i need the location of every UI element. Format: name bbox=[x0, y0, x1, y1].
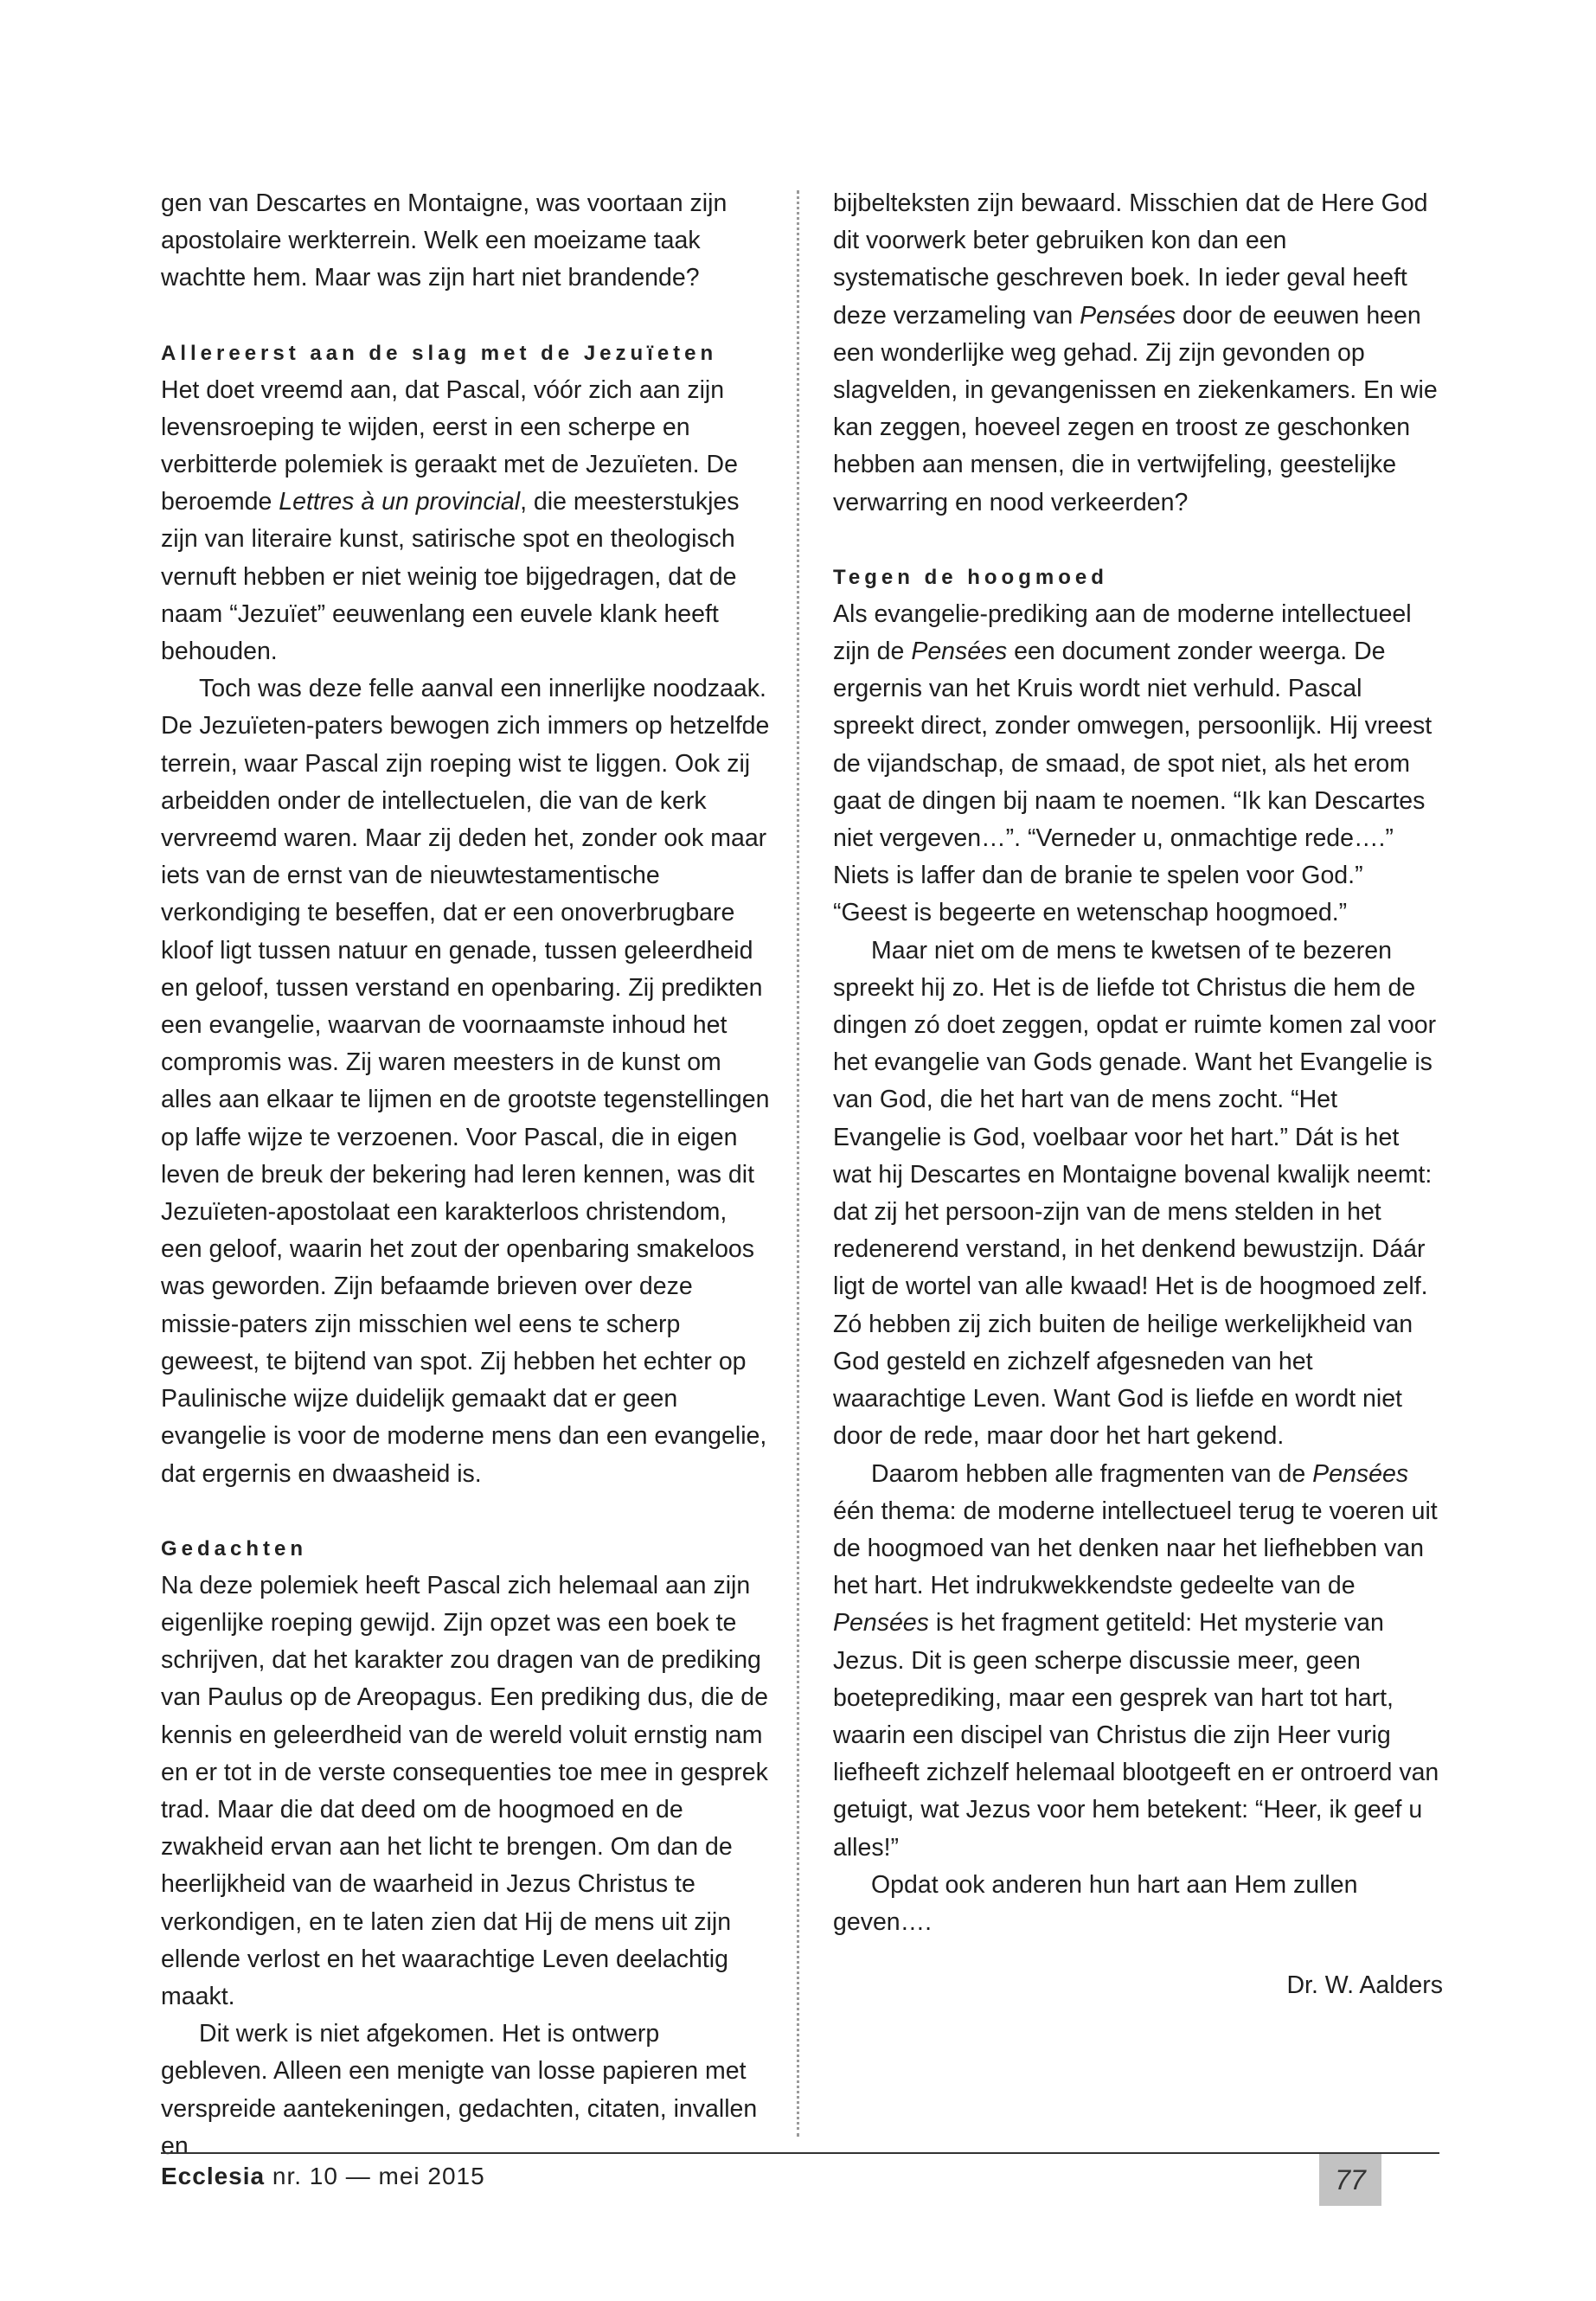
issue-info: nr. 10 — mei 2015 bbox=[272, 2163, 485, 2189]
paragraph-jezuieten-1: Het doet vreemd aan, dat Pascal, vóór zich aan zijn levensroeping te wijden, eerst in een scherpe en verbitterde polemiek is geraakt met de Jezuïeten. De beroemde Lettres à un provincial, die meesterstukjes zijn van literaire kunst, satirische spot en theologisch vernuft hebben er niet weinig toe bijgedragen, dat de naam “Jezuïet” eeuwenlang een euvele klank heeft behouden. bbox=[161, 375, 740, 666]
paragraph-hoogmoed-3: Daarom hebben alle fragmenten van de Pensées één thema: de moderne intellectueel terug te voeren uit de hoogmoed van het denken naar het liefhebben van het hart. Het indrukwekkendste gedeelte van de Pensées is het fragment getiteld: Het mysterie van Jezus. Dit is geen scherpe discussie meer, geen boeteprediking, maar een gesprek van hart tot hart, waarin een discipel van Christus die zijn Heer vurig liefheeft zichzelf helemaal blootgeeft en er ontroerd van getuigt, wat Jezus voor hem betekent: “Heer, ik geef u alles!” bbox=[833, 1459, 1439, 1862]
paragraph-gedachten-1: Na deze polemiek heeft Pascal zich helemaal aan zijn eigenlijke roeping gewijd. Zijn opzet was een boek te schrijven, dat het karakter zou dragen van de prediking van Paulus op de Areopagus. Een prediking dus, die de kennis en geleerdheid van de wereld voluit ernstig nam en er tot in de verste consequenties toe mee in gesprek trad. Maar die dat deed om de hoogmoed en de zwakheid ervan aan het licht te brengen. Om dan de heerlijkheid van de waarheid in Jezus Christus te verkondigen, en te laten zien dat Hij de mens uit zijn ellende verlost en het waarachtige Leven deelachtig maakt. bbox=[161, 1571, 768, 2010]
footer-journal bbox=[161, 2163, 485, 2190]
left-column bbox=[161, 185, 771, 2165]
footer-rule bbox=[161, 2152, 1439, 2154]
page-number: 77 bbox=[1319, 2154, 1381, 2206]
paragraph-continued: bijbelteksten zijn bewaard. Misschien dat de Here God dit voorwerk beter gebruiken kon dan een systematische geschreven boek. In ieder geval heeft deze verzameling van Pensées door de eeuwen heen een wonderlijke weg gehad. Zij zijn gevonden op slagvelden, in gevangenissen en ziekenkamers. En wie kan zeggen, hoeveel zegen en troost ze geschonken hebben aan mensen, die in vertwijfeling, geestelijke verwarring en nood verkeerden? bbox=[833, 189, 1438, 516]
paragraph-hoogmoed-4: Opdat ook anderen hun hart aan Hem zullen geven…. bbox=[833, 1870, 1358, 1936]
heading-gedachten: Gedachten bbox=[161, 1536, 308, 1561]
title-lettres: Lettres à un provincial bbox=[279, 488, 521, 516]
paragraph-jezuieten-2: Toch was deze felle aanval een innerlijke noodzaak. De Jezuïeten-paters bewogen zich immers op hetzelfde terrein, waar Pascal zijn roeping wist te liggen. Ook zij arbeidden onder de intellectuelen, die van de kerk vervreemd waren. Maar zij deden het, zonder ook maar iets van de ernst van de nieuwtestamentische verkondiging te beseffen, dat er een onoverbrugbare kloof ligt tussen natuur en genade, tussen geleerdheid en geloof, tussen verstand en openbaring. Zij predikten een evangelie, waarvan de voornaamste inhoud het compromis was. Zij waren meesters in de kunst om alles aan elkaar te lijmen en de grootste tegenstellingen op laffe wijze te verzoenen. Voor Pascal, die in eigen leven de breuk der bekering had leren kennen, was dit Jezuïeten-apostolaat een karakterloos christendom, een geloof, waarin het zout der openbaring smakeloos was geworden. Zijn befaamde brieven over deze missie-paters zijn misschien wel eens te scherp geweest, te bijtend van spot. Zij hebben het echter op Paulinische wijze duidelijk gemaakt dat er geen evangelie is voor de moderne mens dan een evangelie, dat ergernis en dwaasheid is. bbox=[161, 675, 770, 1488]
paragraph-gedachten-2: Dit werk is niet afgekomen. Het is ontwerp gebleven. Alleen een menigte van losse papieren met verspreide aantekeningen, gedachten, citaten, invallen en bbox=[161, 2020, 758, 2160]
heading-hoogmoed: Tegen de hoogmoed bbox=[833, 565, 1108, 589]
heading-jezuieten: Allereerst aan de slag met de Jezuïeten bbox=[161, 341, 718, 365]
paragraph-hoogmoed-1: Als evangelie-prediking aan de moderne intellectueel zijn de Pensées een document zonder weerga. De ergernis van het Kruis wordt niet verhuld. Pascal spreekt direct, zonder omwegen, persoonlijk. Hij vreest de vijandschap, de smaad, de spot niet, als het erom gaat de dingen bij naam te noemen. “Ik kan Descartes niet vergeven…”. “Verneder u, onmachtige rede….” Niets is laffer dan de branie te spelen voor God.” “Geest is begeerte en wetenschap hoogmoed.” bbox=[833, 599, 1433, 927]
right-column bbox=[833, 185, 1443, 2004]
paragraph-intro: gen van Descartes en Montaigne, was voortaan zijn apostolaire werkterrein. Welk een moeizame taak wachtte hem. Maar was zijn hart niet brandende? bbox=[161, 189, 727, 292]
paragraph-hoogmoed-2: Maar niet om de mens te kwetsen of te bezeren spreekt hij zo. Het is de liefde tot Christus die hem de dingen zó doet zeggen, opdat er ruimte komen zal voor het evangelie van Gods genade. Want het Evangelie is van God, die het hart van de mens zocht. “Het Evangelie is God, voelbaar voor het hart.” Dát is het wat hij Descartes en Montaigne bovenal kwalijk neemt: dat zij het persoon-zijn van de mens stelden in het redenerend verstand, in het denkend bewustzijn. Dáár ligt de wortel van alle kwaad! Het is de hoogmoed zelf. Zó hebben zij zich buiten de heilige werkelijkheid van God gesteld en zichzelf afgesneden van het waarachtige Leven. Want God is liefde en wordt niet door de rede, maar door het hart gekend. bbox=[833, 936, 1437, 1451]
journal-name: Ecclesia bbox=[161, 2163, 266, 2189]
column-divider bbox=[797, 190, 799, 2137]
author-signature: Dr. W. Aalders bbox=[1286, 1971, 1443, 2000]
